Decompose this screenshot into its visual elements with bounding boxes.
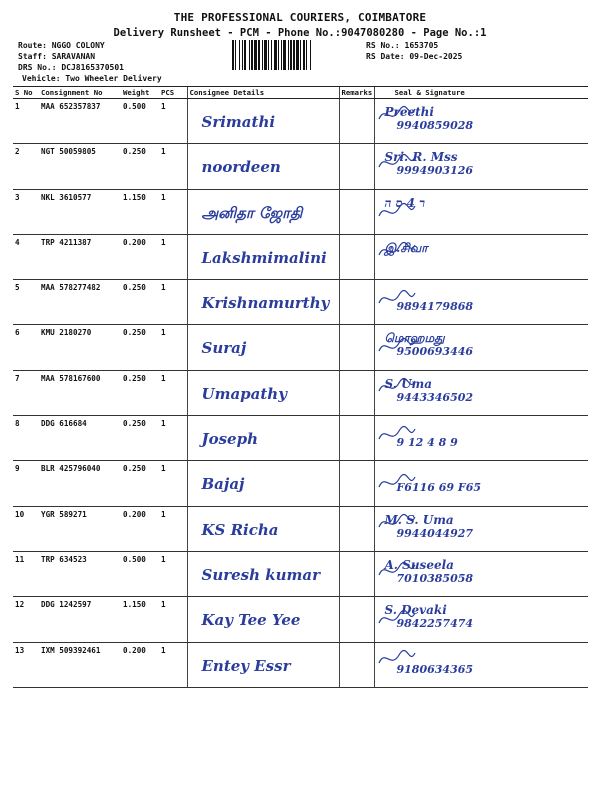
row-sno: 1: [13, 99, 39, 144]
row-pcs: 1: [159, 144, 187, 189]
row-consignment-no: NGT 50059805: [39, 144, 121, 189]
table-row: [13, 551, 588, 596]
signature-scribble: [375, 461, 435, 501]
row-pcs: 1: [159, 234, 187, 279]
consignee-handwriting: அனிதா ஜோதி: [201, 203, 303, 222]
row-consignment-no: KMU 2180270: [39, 325, 121, 370]
table-row: [13, 234, 588, 279]
row-pcs: 1: [159, 325, 187, 370]
row-pcs: 1: [159, 642, 187, 687]
row-sno: 8: [13, 416, 39, 461]
signature-phone: 9940859028: [396, 119, 474, 132]
row-consignee: [187, 99, 339, 144]
row-weight: 0.250: [121, 280, 159, 325]
row-sno: 4: [13, 234, 39, 279]
row-remarks: [339, 144, 374, 189]
row-consignee: [187, 370, 339, 415]
row-signature: [374, 461, 588, 506]
row-signature: [374, 189, 588, 234]
row-sno: 5: [13, 280, 39, 325]
row-consignee: [187, 597, 339, 642]
row-consignment-no: MAA 578167600: [39, 370, 121, 415]
row-remarks: [339, 551, 374, 596]
row-consignee: [187, 234, 339, 279]
row-pcs: 1: [159, 416, 187, 461]
drs-number: DRS No.: DCJ8165370501: [18, 63, 124, 72]
table-row: [13, 189, 588, 234]
route-label: Route: NGGO COLONY: [18, 41, 105, 50]
table-row: [13, 416, 588, 461]
signature-scribble: [375, 371, 435, 411]
row-weight: 1.150: [121, 189, 159, 234]
company-title: THE PROFESSIONAL COURIERS, COIMBATORE: [173, 11, 427, 24]
row-weight: 0.250: [121, 370, 159, 415]
row-pcs: 1: [159, 99, 187, 144]
consignee-handwriting: noordeen: [201, 158, 281, 177]
signature-scribble: [375, 190, 435, 230]
row-sno: 7: [13, 370, 39, 415]
consignee-handwriting: Entey Essr: [201, 656, 291, 675]
row-remarks: [339, 325, 374, 370]
rs-date: RS Date: 09-Dec-2025: [366, 52, 463, 61]
row-signature: [374, 234, 588, 279]
row-remarks: [339, 597, 374, 642]
row-pcs: 1: [159, 506, 187, 551]
row-signature: [374, 551, 588, 596]
row-consignment-no: DDG 616684: [39, 416, 121, 461]
consignee-handwriting: Lakshmimalini: [201, 248, 327, 267]
row-consignment-no: NKL 3610577: [39, 189, 121, 234]
row-consignment-no: BLR 425796040: [39, 461, 121, 506]
row-pcs: 1: [159, 551, 187, 596]
row-consignment-no: TRP 4211387: [39, 234, 121, 279]
table-row: [13, 370, 588, 415]
table-row: [13, 461, 588, 506]
consignee-handwriting: KS Richa: [201, 520, 279, 539]
col-weight: Weight: [121, 87, 159, 99]
signature-scribble: [375, 144, 435, 184]
consignee-handwriting: Srimathi: [201, 113, 276, 131]
row-consignee: [187, 642, 339, 687]
signature-name: A. Suseela: [384, 557, 454, 572]
row-remarks: [339, 280, 374, 325]
table-row: [13, 280, 588, 325]
signature-name: ר 4 ס ה: [384, 195, 426, 210]
col-remarks: Remarks: [339, 87, 374, 99]
table-row: [13, 99, 588, 144]
row-remarks: [339, 189, 374, 234]
signature-scribble: [375, 552, 435, 592]
row-sno: 11: [13, 551, 39, 596]
vehicle-label: Vehicle: Two Wheeler Delivery: [22, 74, 162, 83]
signature-phone: F6116 69 F65: [396, 481, 482, 495]
row-weight: 0.200: [121, 642, 159, 687]
barcode: [232, 40, 360, 70]
signature-name: S. Devaki: [384, 603, 447, 618]
row-consignee: [187, 461, 339, 506]
col-consignee: Consignee Details: [187, 87, 339, 99]
signature-name: இ.சிவா: [384, 240, 428, 255]
row-remarks: [339, 370, 374, 415]
signature-name: Sri. R. Mss: [384, 150, 458, 165]
row-signature: [374, 280, 588, 325]
signature-name: S. Uma: [384, 376, 433, 391]
consignee-handwriting: Krishnamurthy: [201, 294, 330, 313]
row-signature: [374, 597, 588, 642]
row-signature: [374, 99, 588, 144]
row-sno: 6: [13, 325, 39, 370]
row-weight: 0.250: [121, 325, 159, 370]
row-consignment-no: MAA 652357837: [39, 99, 121, 144]
row-weight: 0.250: [121, 416, 159, 461]
signature-name: M. S. Uma: [384, 512, 454, 527]
row-signature: [374, 144, 588, 189]
consignee-handwriting: Suraj: [201, 339, 247, 358]
row-signature: [374, 370, 588, 415]
row-sno: 13: [13, 642, 39, 687]
signature-phone: 9944044927: [396, 526, 474, 540]
col-pcs: PCS: [159, 87, 187, 99]
row-consignee: [187, 416, 339, 461]
row-remarks: [339, 234, 374, 279]
row-consignment-no: MAA 578277482: [39, 280, 121, 325]
col-sno: S No: [13, 87, 39, 99]
row-consignee: [187, 280, 339, 325]
row-remarks: [339, 642, 374, 687]
signature-scribble: [375, 597, 435, 637]
signature-scribble: [375, 643, 435, 683]
signature-phone: 9894179868: [396, 300, 474, 314]
row-consignee: [187, 189, 339, 234]
signature-phone: 9443346502: [396, 390, 474, 404]
consignee-handwriting: Bajaj: [201, 475, 245, 494]
row-weight: 0.500: [121, 551, 159, 596]
row-remarks: [339, 506, 374, 551]
row-consignment-no: YGR 589271: [39, 506, 121, 551]
row-signature: [374, 506, 588, 551]
table-row: [13, 144, 588, 189]
row-remarks: [339, 416, 374, 461]
row-sno: 3: [13, 189, 39, 234]
col-consignment: Consignment No: [39, 87, 121, 99]
row-sno: 9: [13, 461, 39, 506]
row-consignment-no: TRP 634523: [39, 551, 121, 596]
consignee-handwriting: Kay Tee Yee: [201, 611, 301, 630]
consignee-handwriting: Joseph: [201, 430, 258, 449]
signature-name: Preethi: [384, 105, 434, 119]
signature-scribble: [375, 235, 435, 275]
row-consignee: [187, 551, 339, 596]
signature-scribble: [375, 507, 435, 547]
row-weight: 0.250: [121, 144, 159, 189]
rs-number: RS No.: 1653705: [366, 41, 439, 50]
signature-phone: 9994903126: [396, 164, 474, 178]
signature-phone: 9842257474: [396, 617, 474, 631]
row-remarks: [339, 461, 374, 506]
row-weight: 0.200: [121, 506, 159, 551]
row-weight: 0.500: [121, 99, 159, 144]
row-pcs: 1: [159, 597, 187, 642]
row-pcs: 1: [159, 280, 187, 325]
row-pcs: 1: [159, 461, 187, 506]
row-remarks: [339, 99, 374, 144]
table-row: [13, 506, 588, 551]
table-row: [13, 642, 588, 687]
runsheet-table: [13, 86, 588, 688]
signature-scribble: [375, 99, 435, 139]
row-consignee: [187, 325, 339, 370]
row-signature: [374, 416, 588, 461]
row-pcs: 1: [159, 189, 187, 234]
row-signature: [374, 325, 588, 370]
row-consignment-no: IXM 509392461: [39, 642, 121, 687]
row-sno: 10: [13, 506, 39, 551]
staff-label: Staff: SARAVANAN: [18, 52, 96, 61]
row-weight: 0.250: [121, 461, 159, 506]
signature-phone: 9180634365: [396, 662, 474, 676]
row-weight: 1.150: [121, 597, 159, 642]
table-row: [13, 325, 588, 370]
consignee-handwriting: Suresh kumar: [201, 565, 321, 584]
signature-name: மொஹமது: [384, 331, 445, 346]
row-sno: 2: [13, 144, 39, 189]
row-consignee: [187, 144, 339, 189]
signature-scribble: [375, 416, 435, 456]
col-signature: Seal & Signature: [374, 87, 588, 99]
row-weight: 0.200: [121, 234, 159, 279]
row-sno: 12: [13, 597, 39, 642]
table-header-row: [13, 87, 588, 99]
consignee-handwriting: Umapathy: [201, 384, 287, 403]
signature-scribble: [375, 280, 435, 320]
signature-phone: 9 12 4 8 9: [396, 436, 458, 450]
runsheet-subtitle: Delivery Runsheet - PCM - Phone No.:9047080280 - Page No.:1: [113, 27, 487, 39]
signature-phone: 9500693446: [396, 345, 474, 359]
row-signature: [374, 642, 588, 687]
signature-scribble: [375, 325, 435, 365]
row-pcs: 1: [159, 370, 187, 415]
signature-phone: 7010385058: [396, 571, 474, 585]
table-row: [13, 597, 588, 642]
row-consignment-no: DDG 1242597: [39, 597, 121, 642]
row-consignee: [187, 506, 339, 551]
